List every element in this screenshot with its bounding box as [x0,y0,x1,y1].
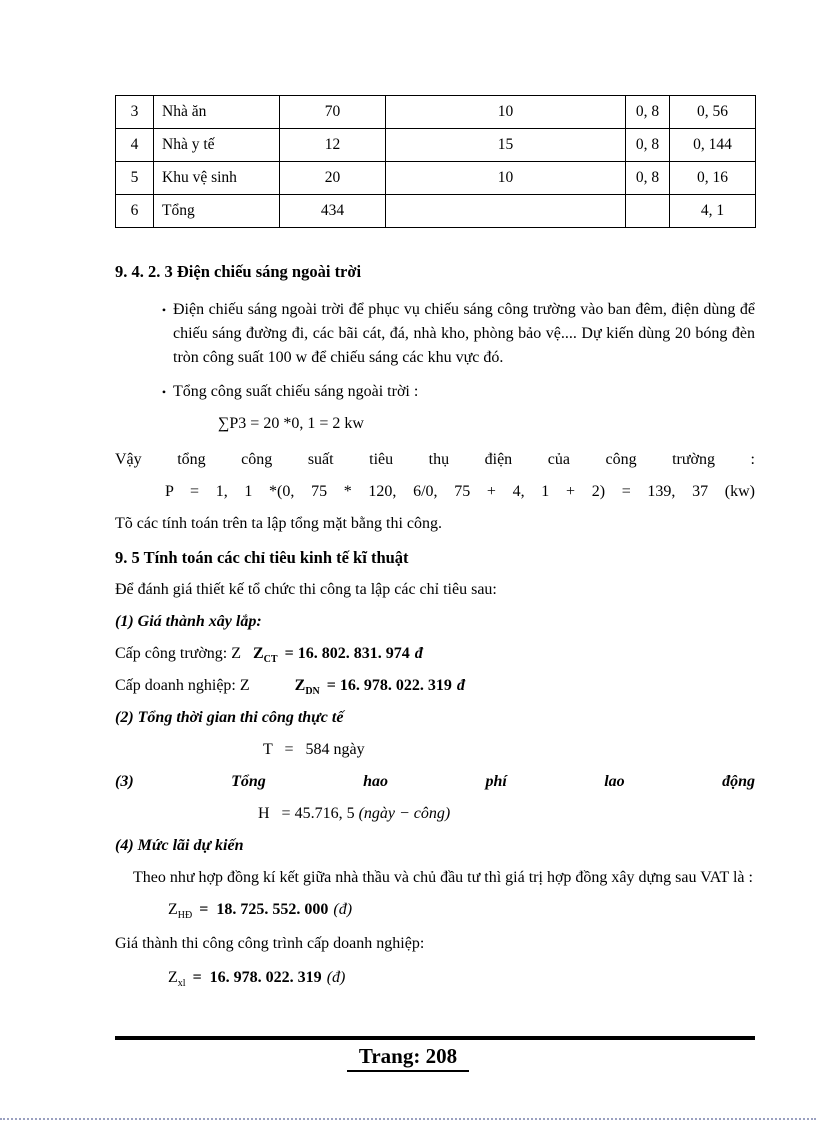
conclusion-line: Vậy tổng công suất tiêu thụ điện của công trường : [115,451,755,468]
bullet-icon: • [161,303,167,317]
power-consumption-table [115,95,756,228]
cell-k: 0, 8 [626,162,670,195]
item1-title: (1) Giá thành xây lắp: [115,613,262,630]
currency-unit: đ [414,645,423,662]
bullet-item [115,380,755,404]
cell-k [626,195,670,228]
formula-labor [258,802,755,826]
currency-unit: đ [456,677,465,694]
cost-line-enterprise-value [294,677,465,698]
z-amount: = 16. 802. 831. 974 [284,645,410,662]
z-amount: = 18. 725. 552. 000 [199,901,329,918]
cell-k: 0, 8 [626,129,670,162]
cell-no: 6 [116,195,154,228]
formula-duration: T = 584 ngày [263,741,365,758]
cell-no: 5 [116,162,154,195]
table-row [116,129,756,162]
currency-unit: (đ) [333,901,353,918]
cell-total: 4, 1 [670,195,756,228]
cell-power: 10 [386,96,626,129]
bullet-text-lighting: Điện chiếu sáng ngoài trời để phục vụ chiếu sáng công trường vào ban đêm, điện dùng để chiếu sáng đường đi, các bãi cát, đá, nhà kho, phòng bảo vệ.... Dự kiến dùng 20 bóng đèn tròn công suất 100 w để chiếu sáng các khu vực đó. [173,301,755,366]
page-footer [0,1044,816,1072]
bullet-icon: • [161,385,167,399]
z-amount: = 16. 978. 022. 319 [326,677,452,694]
section-9423-heading: 9. 4. 2. 3 Điện chiếu sáng ngoài trời [115,262,362,281]
z-subscript: HĐ [177,910,193,922]
item3-title: (3) Tổng hao phí lao động [115,773,755,790]
formula-total-power: P = 1, 1 *(0, 75 * 120, 6/0, 75 + 4, 1 + 2) = 139, 37 (kw) [165,483,755,500]
currency-unit: (đ) [326,969,346,986]
cell-power: 15 [386,129,626,162]
z-symbol: Z [168,901,178,918]
table-row [116,162,756,195]
closing-line: Tõ các tính toán trên ta lập tổng mặt bằng thi công. [115,515,443,532]
contract-paragraph: Theo như hợp đồng kí kết giữa nhà thầu và chủ đầu tư thì giá trị hợp đồng xây dựng sau VAT là : [133,869,753,886]
cost-line-site-label: Cấp công trường: Z [115,645,241,662]
table-row [116,96,756,129]
cell-power [386,195,626,228]
cell-power: 10 [386,162,626,195]
item2-title: (2) Tổng thời gian thi công thực tế [115,709,344,726]
construction-cost-line [168,966,755,990]
item4-title: (4) Mức lãi dự kiến [115,837,244,854]
cost-line-site [115,642,755,666]
labor-unit: (ngày − công) [358,805,451,822]
contract-value-line [168,898,755,922]
cell-area: 434 [280,195,386,228]
cell-name: Nhà y tế [154,129,280,162]
cell-no: 4 [116,129,154,162]
page-number-label: Trang: 208 [347,1044,469,1072]
cell-name: Tổng [154,195,280,228]
cell-k: 0, 8 [626,96,670,129]
z-subscript: xl [177,978,186,990]
table-row-total [116,195,756,228]
cost-line-enterprise-label: Cấp doanh nghiệp: Z [115,677,250,694]
cell-name: Nhà ăn [154,96,280,129]
cell-area: 20 [280,162,386,195]
bullet-text-total-power: Tổng công suất chiếu sáng ngoài trời : [173,383,419,400]
bullet-item [115,298,755,370]
enterprise-cost-line: Giá thành thi công công trình cấp doanh nghiệp: [115,935,425,952]
cell-no: 3 [116,96,154,129]
section-95-intro: Để đánh giá thiết kế tổ chức thi công ta lập các chỉ tiêu sau: [115,581,497,598]
cell-total: 0, 144 [670,129,756,162]
z-symbol: Z [168,969,178,986]
cell-total: 0, 16 [670,162,756,195]
labor-value: H = 45.716, 5 [258,805,355,822]
cell-area: 12 [280,129,386,162]
cell-area: 70 [280,96,386,129]
z-subscript: DN [305,686,320,698]
z-amount: = 16. 978. 022. 319 [192,969,322,986]
cell-total: 0, 56 [670,96,756,129]
z-subscript: CT [263,654,278,666]
cell-name: Khu vệ sinh [154,162,280,195]
cost-line-enterprise [115,674,755,698]
footer-rule [115,1036,755,1040]
cost-line-site-value [253,645,423,666]
z-symbol: Z [294,677,306,694]
z-symbol: Z [253,645,264,662]
formula-sum-p3: ∑P3 = 20 *0, 1 = 2 kw [218,415,364,432]
section-95-heading: 9. 5 Tính toán các chỉ tiêu kinh tế kĩ thuật [115,548,409,567]
page-bottom-border [0,1118,816,1120]
